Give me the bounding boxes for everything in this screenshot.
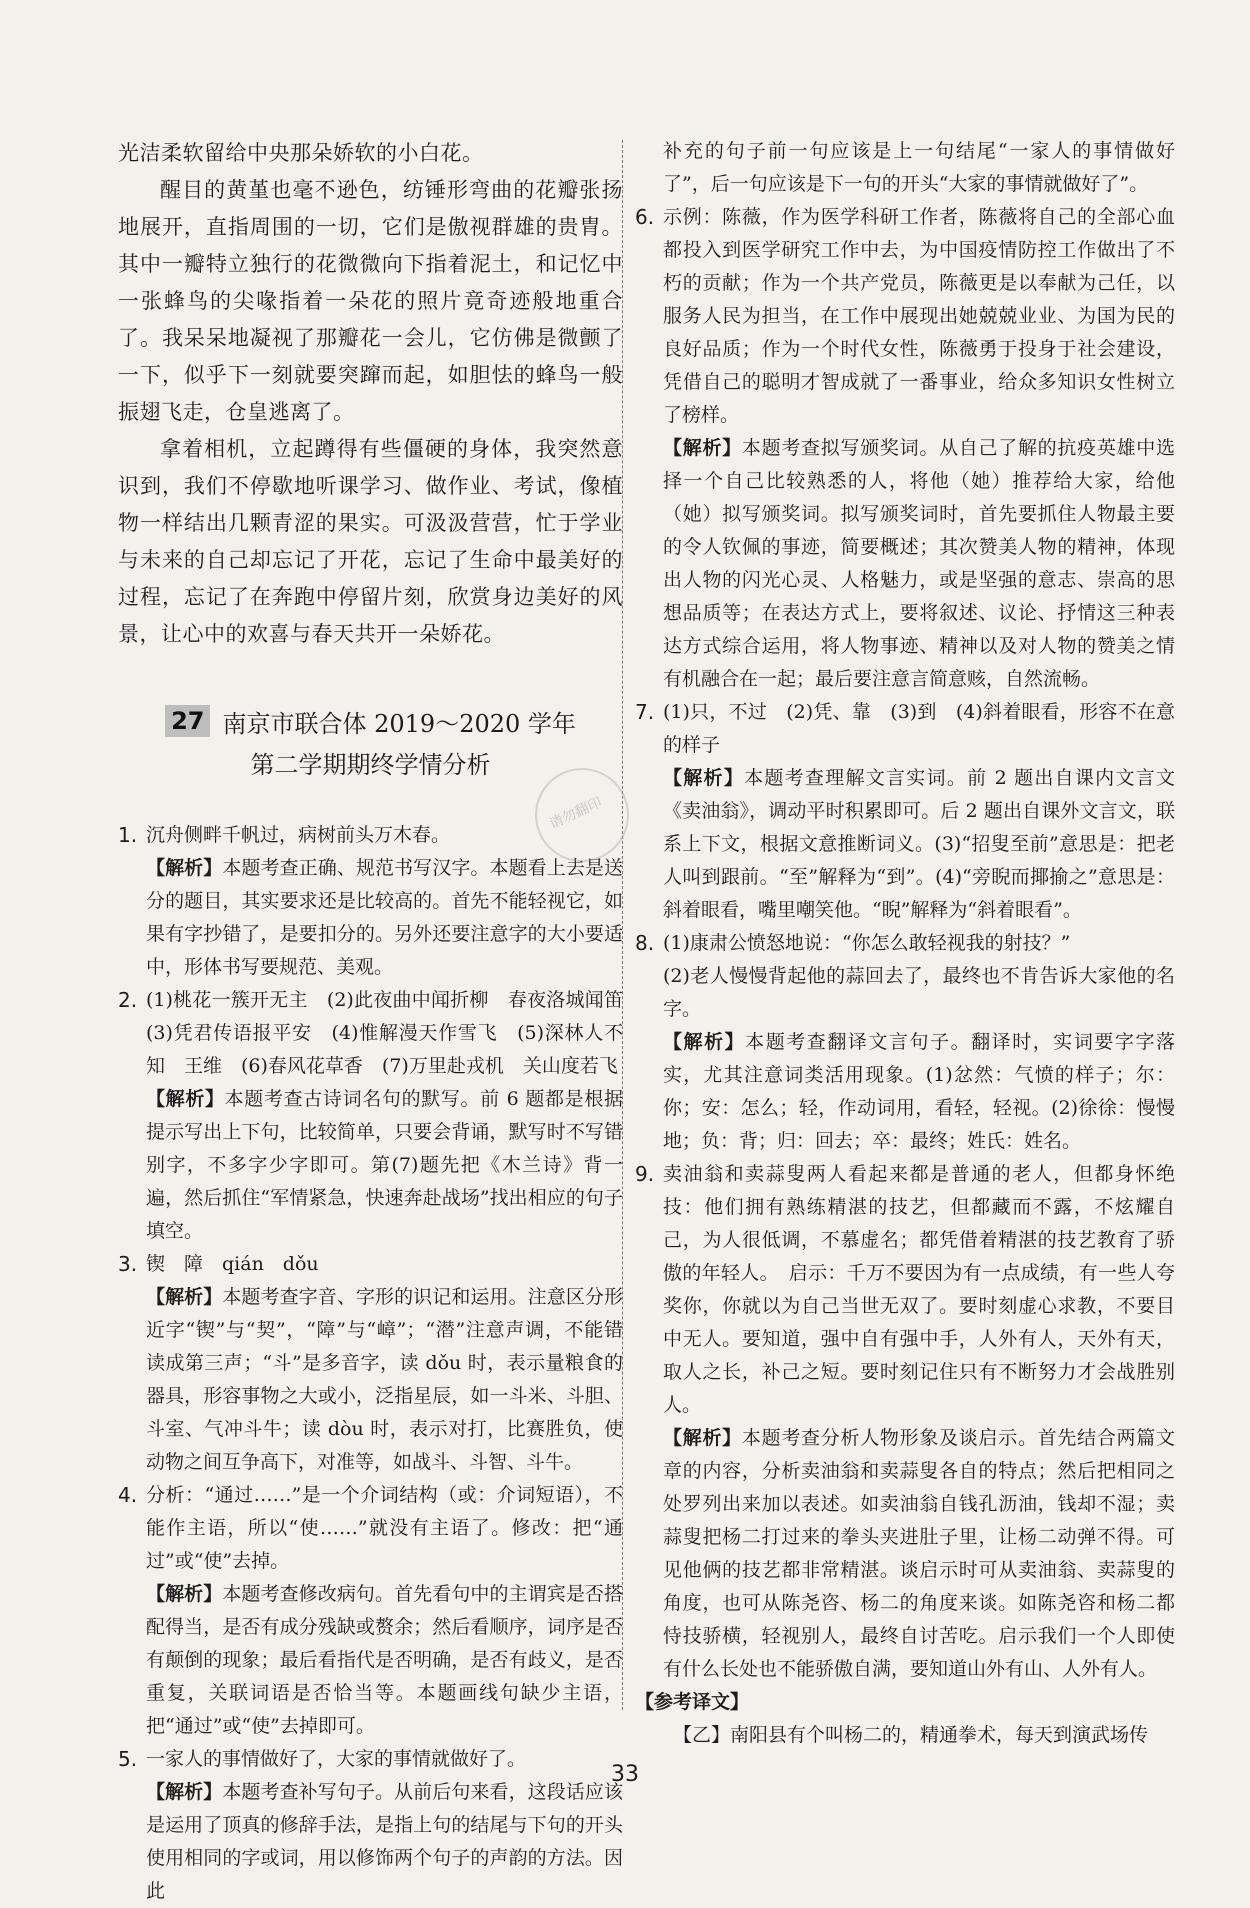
analysis-text: 本题考查修改病句。首先看句中的主谓宾是否搭配得当，是否有成分残缺或赘余；然后看顺序，词序是否有颠倒的现象；最后看指代是否明确，是否有歧义，是否重复，关联词语是否恰当等。本题画线句缺少主语，把“通过”或“使”去掉即可。 xyxy=(146,1583,623,1737)
question-item-7 xyxy=(635,696,1175,927)
question-number: 1. xyxy=(118,823,138,847)
answer-text: 锲 障 qián dǒu xyxy=(146,1253,319,1275)
answer-text: 示例：陈薇，作为医学科研工作者，陈薇将自己的全部心血都投入到医学研究工作中去，为中国疫情防控工作做出了不朽的贡献；作为一个共产党员，陈薇更是以奉献为己任，以服务人民为担当，在工作中展现出她兢兢业业、为国为民的良好品质；作为一个时代女性，陈薇勇于投身于社会建设，凭借自己的聪明才智成就了一番事业，给众多知识女性树立了榜样。 xyxy=(663,206,1175,426)
answer-text: 分析：“通过……”是一个介词结构（或：介词短语），不能作主语，所以“使……”就没有主语了。修改：把“通过”或“使”去掉。 xyxy=(146,1484,623,1572)
question-number: 3. xyxy=(118,1252,138,1276)
question-number: 6. xyxy=(635,205,655,229)
analysis-tag: 【解析】 xyxy=(146,1583,223,1605)
question-item-8 xyxy=(635,927,1175,1158)
stamp-text: 请勿翻印 xyxy=(547,794,605,833)
analysis-text: 本题考查正确、规范书写汉字。本题看上去是送分的题目，其实要求还是比较高的。首先不能轻视它，如果有字抄错了，是要扣分的。另外还要注意字的大小要适中，形体书写要规范、美观。 xyxy=(146,857,623,978)
question-number: 8. xyxy=(635,931,655,955)
analysis-tag: 【解析】 xyxy=(146,1286,223,1308)
analysis-tag: 【解析】 xyxy=(663,1031,746,1053)
essay-paragraph: 光洁柔软留给中央那朵娇软的小白花。 xyxy=(118,141,484,165)
section-heading xyxy=(118,699,623,787)
analysis-text: 本题考查补写句子。从前后句来看，这段话应该是运用了顶真的修辞手法，是指上句的结尾与下句的开头使用相同的字或词，用以修饰两个句子的声韵的方法。因此 xyxy=(146,1781,623,1902)
question-number: 7. xyxy=(635,700,655,724)
analysis-tag: 【解析】 xyxy=(146,857,223,879)
analysis-text: 本题考查拟写颁奖词。从自己了解的抗疫英雄中选择一个自己比较熟悉的人，将他（她）推荐给大家，给他（她）拟写颁奖词。拟写颁奖词时，首先要抓住人物最主要的令人钦佩的事迹，简要概述；其次赞美人物的精神，体现出人物的闪光心灵、人格魅力，或是坚强的意志、崇高的思想品质等；在表达方式上，要将叙述、议论、抒情这三种表达方式综合运用，将人物事迹、精神以及对人物的赞美之情有机融合在一起；最后要注意言简意赅，自然流畅。 xyxy=(663,437,1175,690)
question-item-2 xyxy=(118,984,643,1248)
answer-text: (1)桃花一簇开无主 (2)此夜曲中闻折柳 春夜洛城闻笛 (3)凭君传语报平安 (4)惟解漫天作雪飞 (5)深林人不知 王维 (6)春风花草香 (7)万里赴戎机 关山度若飞 xyxy=(146,989,643,1077)
answer-text: 卖油翁和卖蒜叟两人看起来都是普通的老人，但都身怀绝技：他们拥有熟练精湛的技艺，但都藏而不露，不炫耀自己，为人很低调，不慕虚名；都凭借着精湛的技艺教育了骄傲的年轻人。 启示：千万不要因为有一点成绩，有一些人夸奖你，你就以为自己当世无双了。要时刻虚心求教，不要目中无人。要知道，强中自有强中手，人外有人，天外有天，取人之长，补己之短。要时刻记住只有不断努力才会战胜别人。 xyxy=(663,1163,1175,1416)
essay-paragraph: 拿着相机，立起蹲得有些僵硬的身体，我突然意识到，我们不停歇地听课学习、做作业、考试，像植物一样结出几颗青涩的果实。可汲汲营营，忙于学业与未来的自己却忘记了开花，忘记了生命中最美好的过程，忘记了在奔跑中停留片刻，欣赏身边美好的风景，让心中的欢喜与春天共开一朵娇花。 xyxy=(118,437,623,646)
question-number: 4. xyxy=(118,1483,138,1507)
analysis-tag: 【解析】 xyxy=(663,1427,742,1449)
essay-paragraph: 醒目的黄堇也毫不逊色，纺锤形弯曲的花瓣张扬地展开，直指周围的一切，它们是傲视群雄的贵胄。其中一瓣特立独行的花微微向下指着泥土，和记忆中一张蜂鸟的尖喙指着一朵花的照片竟奇迹般地重合了。我呆呆地凝视了那瓣花一会儿，它仿佛是微颤了一下，似乎下一刻就要突蹿而起，如胆怯的蜂鸟一般振翅飞走，仓皇逃离了。 xyxy=(118,178,623,424)
question-number: 2. xyxy=(118,988,138,1012)
analysis-text: 本题考查字音、字形的识记和运用。注意区分形近字“锲”与“契”，“障”与“嶂”；“潜”注意声调，不能错读成第三声；“斗”是多音字，读 dǒu 时，表示量粮食的器具，形容事物之大或小，泛指星辰，如一斗米、斗胆、斗室、气冲斗牛；读 dòu 时，表示对打，比赛胜负，使动物之间互争高下，对准等，如战斗、斗智、斗牛。 xyxy=(146,1286,623,1473)
question-number: 9. xyxy=(635,1162,655,1186)
section-number: 27 xyxy=(165,705,210,737)
question-item-4 xyxy=(118,1479,623,1743)
analysis-text: 本题考查翻译文言句子。翻译时，实词要字字落实，尤其注意词类活用现象。(1)忿然：气愤的样子；尔：你；安：怎么；轻，作动词用，看轻，轻视。(2)徐徐：慢慢地；负：背；归：回去；卒：最终；姓氏：姓名。 xyxy=(663,1031,1175,1152)
answer-text: (1)康肃公愤怒地说：“你怎么敢轻视我的射技？” xyxy=(663,932,1071,954)
question-item-9 xyxy=(635,1158,1175,1686)
reference-translation-heading: 【参考译文】 xyxy=(635,1691,750,1713)
reference-translation-text: 【乙】南阳县有个叫杨二的，精通拳术，每天到演武场传 xyxy=(673,1724,1149,1746)
continued-text: 补充的句子前一句应该是上一句结尾“一家人的事情做好了”，后一句应该是下一句的开头“大家的事情就做好了”。 xyxy=(663,140,1175,195)
analysis-tag: 【解析】 xyxy=(663,437,742,459)
answer-text: 一家人的事情做好了，大家的事情就做好了。 xyxy=(146,1748,527,1770)
analysis-text: 本题考查分析人物形象及谈启示。首先结合两篇文章的内容，分析卖油翁和卖蒜叟各自的特点；然后把相同之处罗列出来加以表述。如卖油翁自钱孔沥油，钱却不湿；卖蒜叟把杨二打过来的拳头夹进肚子里，让杨二动弹不得。可见他俩的技艺都非常精湛。谈启示时可从卖油翁、卖蒜叟的角度，也可从陈尧咨、杨二的角度来谈。如陈尧咨和杨二都恃技骄横，轻视别人，最终自讨苦吃。启示我们一个人即使有什么长处也不能骄傲自满，要知道山外有山、人外有人。 xyxy=(663,1427,1175,1680)
right-column xyxy=(635,135,1175,1752)
analysis-tag: 【解析】 xyxy=(146,1781,223,1803)
analysis-text: 本题考查古诗词名句的默写。前 6 题都是根据提示写出上下句，比较简单，只要会背诵，默写时不写错别字，不多字少字即可。第(7)题先把《木兰诗》背一遍，然后抓住“军情紧急，快速奔赴战场”找出相应的句子填空。 xyxy=(146,1088,623,1242)
section-title-line1: 南京市联合体 2019～2020 学年 xyxy=(222,709,576,738)
answer-text: 沉舟侧畔千帆过，病树前头万木春。 xyxy=(146,824,451,846)
answer-text-2: (2)老人慢慢背起他的蒜回去了，最终也不肯告诉大家他的名字。 xyxy=(663,965,1175,1020)
analysis-tag: 【解析】 xyxy=(663,767,745,789)
question-number: 5. xyxy=(118,1747,138,1771)
page-number: 33 xyxy=(611,1762,639,1787)
answer-text: (1)只，不过 (2)凭、靠 (3)到 (4)斜着眼看，形容不在意的样子 xyxy=(663,701,1175,756)
question-item-6 xyxy=(635,201,1175,696)
analysis-text: 本题考查理解文言实词。前 2 题出自课内文言文《卖油翁》，调动平时积累即可。后 2 题出自课外文言文，联系上下文，根据文意推断词义。(3)“招叟至前”意思是：把老人叫到跟前。“至”解释为“到”。(4)“旁睨而揶揄之”意思是：斜着眼看，嘴里嘲笑他。“睨”解释为“斜着眼看”。 xyxy=(663,767,1175,921)
section-title-line2: 第二学期期终学情分析 xyxy=(250,751,491,779)
analysis-tag: 【解析】 xyxy=(146,1088,225,1110)
question-item-3 xyxy=(118,1248,623,1479)
